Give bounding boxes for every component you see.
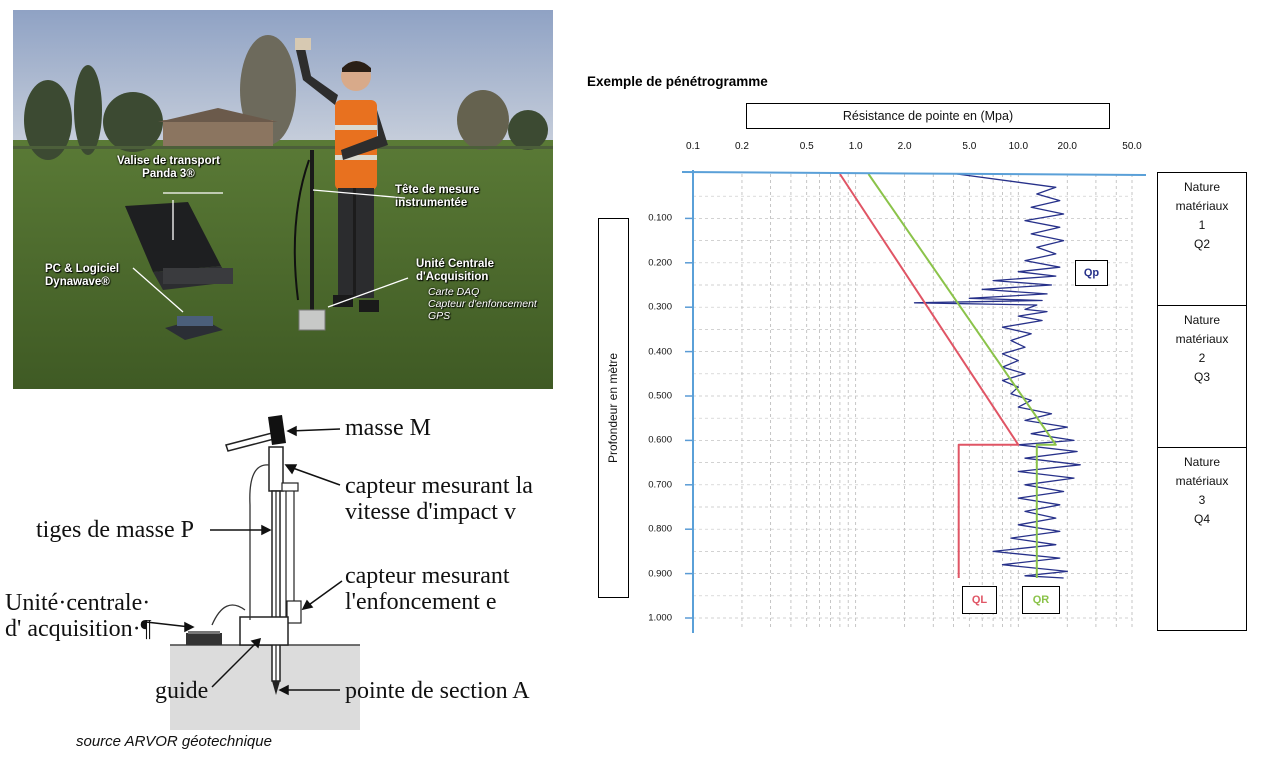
x-tick-label: 0.1 (686, 141, 700, 152)
zone-3-line-3: 3 (1198, 493, 1206, 507)
chart-title: Exemple de pénétrogramme (587, 74, 768, 89)
y-tick-label: 0.600 (648, 434, 672, 446)
y-tick-label: 0.300 (648, 301, 672, 313)
penetrogram-plot (680, 160, 1150, 635)
plot-series (840, 174, 1080, 578)
x-axis-title-box (746, 103, 1110, 129)
label-guide: guide (155, 678, 209, 704)
y-tick-label: 0.800 (648, 523, 672, 535)
field-photo (13, 10, 553, 389)
y-tick-label: 1.000 (648, 612, 672, 624)
zone-1-line-3: 1 (1198, 218, 1206, 232)
x-axis-title: Résistance de pointe en (Mpa) (842, 109, 1014, 123)
label-masse: masse M (345, 415, 431, 441)
series-line-qr (869, 174, 1056, 578)
y-tick-label: 0.700 (648, 479, 672, 491)
zone-2-line-3: 2 (1198, 351, 1206, 365)
y-tick-label: 0.900 (648, 568, 672, 580)
x-tick-label: 50.0 (1122, 141, 1142, 152)
zone-1-line-4: Q2 (1193, 237, 1210, 251)
zone-2-line-4: Q3 (1193, 370, 1210, 384)
zone-box-2 (1157, 305, 1247, 448)
y-tick-label: 0.200 (648, 257, 672, 269)
tag-ql (962, 586, 997, 614)
zone-3-line-2: matériaux (1175, 474, 1229, 488)
plot-grid (693, 174, 1132, 628)
zone-2-line-2: matériaux (1175, 332, 1229, 346)
y-tick-label: 0.400 (648, 346, 672, 358)
tag-qp-text: Qp (1083, 267, 1100, 279)
label-capteur-enfoncement: capteur mesurant l'enfoncement e (345, 563, 510, 615)
x-tick-label: 1.0 (848, 141, 863, 152)
photo-label-unite (416, 258, 494, 284)
zone-1-line-2: matériaux (1175, 199, 1229, 213)
zone-box-1 (1157, 172, 1247, 306)
tag-qr-text: QR (1032, 594, 1050, 606)
series-line-qp (915, 174, 1081, 578)
photo-label-unite-text: Unité Centrale d'Acquisition (416, 258, 494, 283)
photo-label-unite-sub (428, 286, 537, 322)
y-tick-label: 0.500 (648, 390, 672, 402)
label-unite-centrale: Unité·centrale· d' acquisition·¶ (5, 590, 152, 642)
photo-label-pc-text: PC & Logiciel Dynawave® (45, 263, 120, 288)
x-tick-label: 0.2 (735, 141, 749, 152)
photo-label-tete (395, 184, 479, 210)
photo-label-tete-text: Tête de mesure instrumentée (395, 184, 480, 209)
label-tiges: tiges de masse P (36, 517, 194, 543)
tag-ql-text: QL (971, 594, 988, 606)
x-tick-label: 10.0 (1008, 141, 1029, 152)
photo-label-pc (45, 263, 119, 289)
tag-qr (1022, 586, 1060, 614)
photo-label-valise (117, 155, 220, 181)
x-tick-label: 2.0 (897, 141, 912, 152)
x-tick-label: 5.0 (962, 141, 977, 152)
zone-box-3 (1157, 447, 1247, 631)
penetrometer-diagram (0, 395, 560, 735)
zone-1-line-1: Nature (1183, 180, 1221, 194)
series-line-ql (840, 174, 1018, 578)
y-axis-title: Profondeur en mètre (606, 352, 620, 464)
tag-qp (1075, 260, 1108, 286)
zone-3-line-4: Q4 (1193, 512, 1210, 526)
x-tick-label: 20.0 (1057, 141, 1077, 152)
label-capteur-vitesse: capteur mesurant la vitesse d'impact v (345, 473, 533, 525)
source-caption: source ARVOR géotechnique (76, 733, 272, 750)
zone-3-line-1: Nature (1183, 455, 1221, 469)
label-pointe: pointe de section A (345, 678, 530, 704)
photo-label-valise-text: Valise de transport Panda 3® (117, 155, 220, 180)
photo-label-unite-sub-text: Carte DAQ Capteur d'enfoncement GPS (428, 286, 537, 322)
zone-2-line-1: Nature (1183, 313, 1221, 327)
x-tick-label: 0.5 (799, 141, 814, 152)
x-axis-line (682, 172, 1146, 175)
y-tick-label: 0.100 (648, 212, 672, 224)
